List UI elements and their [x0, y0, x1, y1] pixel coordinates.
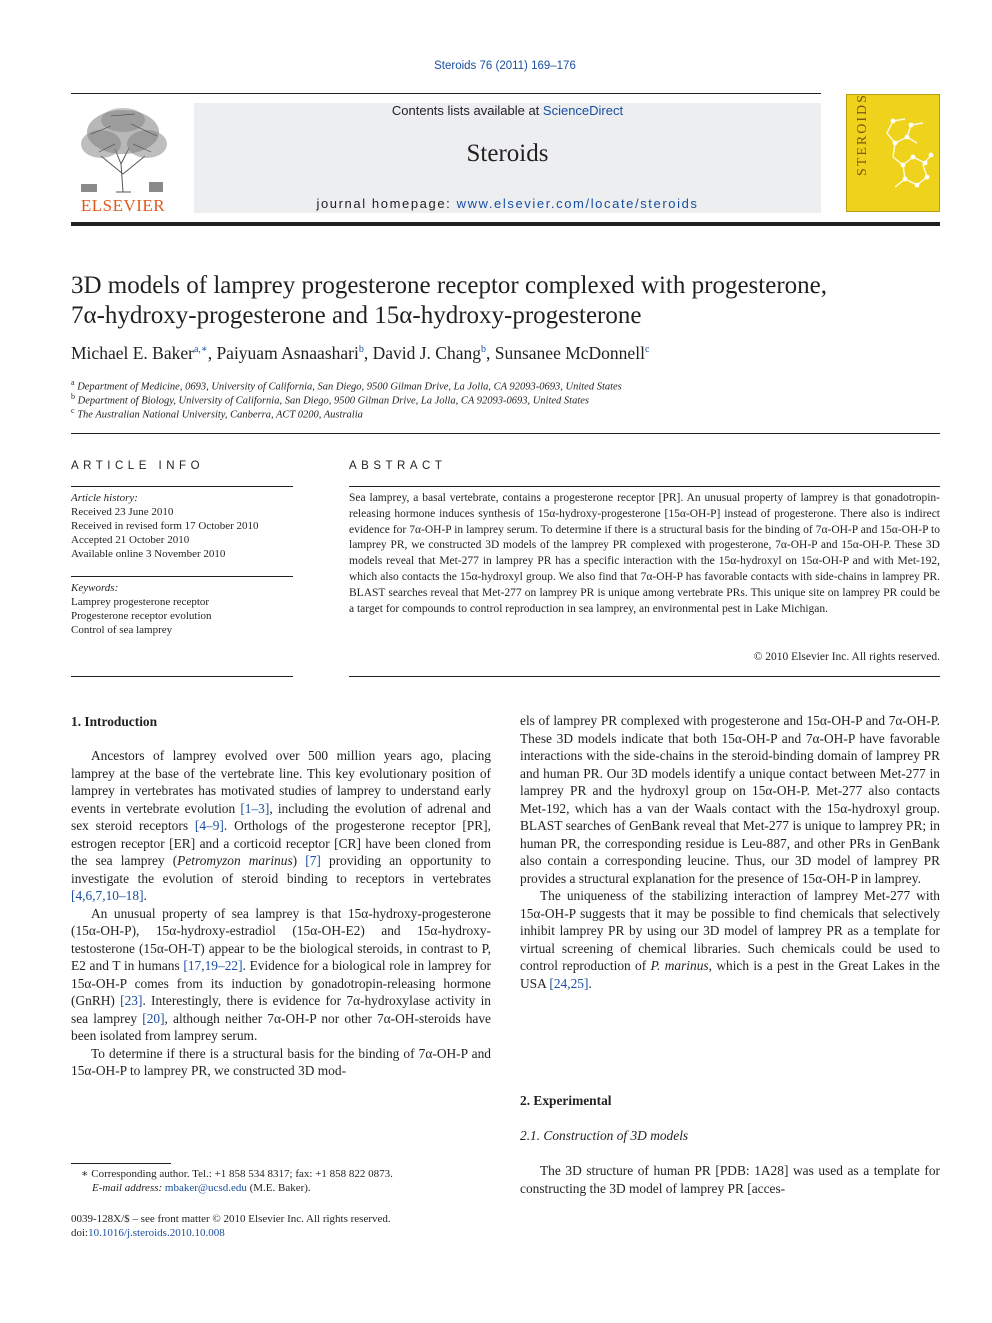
affiliation-text: The Australian National University, Canberra, ACT 0200, Australia	[77, 409, 363, 421]
article-title	[71, 271, 940, 331]
author-name: Paiyuam Asnaashari	[216, 343, 359, 363]
doi-note	[71, 1226, 491, 1240]
reference-link[interactable]: [24,25]	[549, 975, 589, 991]
abstract-rule	[349, 676, 940, 677]
body-text: )	[292, 853, 306, 868]
abstract-rule	[349, 486, 940, 487]
history-item: Accepted 21 October 2010	[71, 534, 190, 546]
article-info-rule	[71, 676, 293, 677]
history-label: Article history:	[71, 492, 138, 504]
intro-paragraph-4	[520, 887, 940, 992]
header-bottom-rule	[71, 222, 940, 226]
email-note	[92, 1181, 512, 1195]
email-label: E-mail address:	[92, 1182, 165, 1194]
author-list	[71, 343, 940, 364]
homepage-prefix: journal homepage:	[316, 196, 457, 211]
body-text: . Orthologs of the progesterone receptor [PR], estrogen receptor [ER] and a corticoid receptor [CR] have been cloned from the sea lamprey (	[71, 818, 491, 868]
history-item: Available online 3 November 2010	[71, 548, 226, 560]
intro-paragraph-1	[71, 747, 491, 905]
journal-homepage-line	[194, 196, 821, 211]
journal-name: Steroids	[466, 140, 549, 167]
author-affiliation-marker[interactable]: b	[481, 344, 486, 356]
experimental-body	[520, 1162, 940, 1197]
author-separator: ,	[363, 343, 373, 363]
abstract-heading: ABSTRACT	[349, 460, 447, 472]
intro-paragraph-3-continued	[520, 712, 940, 887]
email-suffix: (M.E. Baker).	[246, 1182, 311, 1194]
keyword-item: Progesterone receptor evolution	[71, 610, 212, 622]
history-item: Received in revised form 17 October 2010	[71, 520, 259, 532]
body-text: els of lamprey PR complexed with progesterone and 15α-OH-P and 7α-OH-P. These 3D models indicate that both 15α-OH-P and 7α-OH-P have favorable interactions with the side-chains in the steroid-binding domain of lamprey PR and human PR. Our 3D models identify a unique contact between Met-277 in lamprey PR and the hydroxyl group on 15α-OH-P. Met-277 also contacts Met-192, which has a van der Waals contact with the 15α-hydroxyl group. BLAST searches of GenBank reveal that Met-277 is unique to lamprey PR; in human PR, the corresponding residue is Leu-887, and other PRs in GenBank also contain a corresponding leucine. Thus, our 3D model of lamprey PR provides a structural explanation for the presence of 15α-OH-P in lamprey.	[520, 713, 940, 886]
contents-prefix: Contents lists available at	[391, 103, 543, 118]
body-text: , including the evolution of adrenal and sex steroid receptors	[71, 800, 491, 833]
body-text: .	[588, 975, 592, 991]
abstract-copyright: © 2010 Elsevier Inc. All rights reserved.	[753, 651, 940, 663]
intro-paragraph-3	[71, 1045, 491, 1080]
doi-link[interactable]: 10.1016/j.steroids.2010.10.008	[88, 1227, 225, 1239]
cover-title: STEROIDS	[855, 93, 870, 176]
email-link[interactable]: mbaker@ucsd.edu	[164, 1182, 247, 1194]
reference-link[interactable]: [17,19–22]	[183, 958, 243, 973]
body-text: The 3D structure of human PR [PDB: 1A28] was used as a template for constructing the 3D model of lamprey PR [acces-	[520, 1163, 940, 1196]
doi-label: doi:	[71, 1227, 89, 1239]
subsection-heading	[520, 1127, 688, 1145]
author-affiliation-marker[interactable]: a,∗	[193, 344, 208, 356]
keywords-label: Keywords:	[71, 582, 119, 594]
introduction-heading	[71, 713, 157, 731]
title-line-1: 3D models of lamprey progesterone receptor complexed with progesterone,	[71, 272, 827, 299]
section-heading: 1. Introduction	[71, 714, 158, 729]
body-text: To determine if there is a structural basis for the binding of 7α-OH-P and 15α-OH-P to lamprey PR, we constructed 3D mod-	[71, 1045, 491, 1078]
affiliation-marker: b	[71, 392, 75, 401]
elsevier-wordmark: ELSEVIER	[80, 196, 166, 215]
author-affiliation-marker[interactable]: b	[358, 344, 364, 356]
subsection-title: 2.1. Construction of 3D models	[520, 1128, 689, 1143]
affiliation-text: Department of Biology, University of California, San Diego, 9500 Gilman Drive, La Jolla, CA 92093-0693, United States	[77, 395, 589, 407]
contents-available-line	[194, 103, 821, 118]
homepage-link[interactable]: www.elsevier.com/locate/steroids	[456, 196, 699, 211]
body-text: , which is a pest in the Great Lakes in the USA	[520, 958, 940, 991]
body-text: , although neither 7α-OH-P nor other 7α-OH-steroids have been isolated from lamprey serum.	[71, 1010, 491, 1043]
left-column-body	[71, 747, 491, 1080]
experimental-heading	[520, 1092, 612, 1110]
italic-text: Petromyzon marinus	[177, 853, 293, 868]
article-history	[71, 491, 293, 561]
body-text: .	[143, 888, 147, 903]
affiliation-marker: c	[71, 406, 75, 415]
affiliation-marker: a	[71, 378, 75, 387]
body-text: The uniqueness of the stabilizing interaction of lamprey Met-277 with 15α-OH-P suggests that it may be possible to find chemicals that selectively inhibit lamprey PR by using our 3D model of lamprey PR as a template for virtual screening of chemical libraries. Such chemicals could be used to control reproduction of	[520, 888, 940, 973]
body-text: Ancestors of lamprey evolved over 500 million years ago, placing lamprey at the base of the vertebrate line. This key evolutionary position of lamprey in vertebrates has motivated studies of lamprey to understand early events in vertebrate evolution	[71, 748, 491, 816]
article-info-heading: ARTICLE INFO	[71, 460, 205, 472]
author-affiliation-marker[interactable]: c	[644, 344, 650, 356]
italic-text: P. marinus	[650, 958, 709, 973]
article-info-rule	[71, 486, 293, 487]
affiliation-c	[71, 404, 940, 423]
reference-link[interactable]: [4–9]	[194, 818, 224, 833]
abstract-text: Sea lamprey, a basal vertebrate, contains a progesterone receptor [PR]. An unusual property of lamprey is that gonadotropin-releasing hormone induces synthesis of 15α-hydroxy-progesterone [15α-OH-P] instead of progesterone. There also is indirect evidence for 7α-OH-P in lamprey serum. To determine if there is a structural basis for the binding of 7α-OH-P and 15α-OH-P to lamprey PR, we constructed 3D models of the lamprey PR complexed with progesterone, 7α-OH-P and 15α-OH-P. These 3D models reveal that Met-277 in lamprey PR has a specific interaction with the 15α-hydroxyl on 15α-OH-P and with Met-192, which also contacts the 15α-hydroxyl group. We also find that 7α-OH-P has favorable contacts with side-chains in lamprey PR. BLAST searches reveal that Met-277 on lamprey PR is unique among vertebrate PRs. This unique site on lamprey PR could be a target for compounds to control reproduction in sea lamprey, an environmental pest in Lake Michigan.	[349, 492, 940, 615]
reference-link[interactable]: [7]	[305, 853, 321, 868]
history-item: Received 23 June 2010	[71, 506, 174, 518]
reference-link[interactable]: [4,6,7,10–18]	[71, 888, 144, 903]
author-name: David J. Chang	[372, 343, 481, 363]
title-line-2: 7α-hydroxy-progesterone and 15α-hydroxy-progesterone	[71, 302, 642, 329]
keywords	[71, 581, 293, 637]
author-name: Michael E. Baker	[71, 343, 194, 363]
keyword-item: Control of sea lamprey	[71, 624, 173, 636]
reference-link[interactable]: [20]	[142, 1010, 165, 1026]
body-text: providing an opportunity to investigate the evolution of steroid binding to receptors in vertebrates	[71, 853, 491, 886]
body-text: An unusual property of sea lamprey is that 15α-hydroxy-progesterone (15α-OH-P), 15α-hydroxy-estradiol (15α-OH-E2) and 15α-hydroxy-testosterone (15α-OH-T) appear to be the biological steroids, in contrast to P, E2 and T in humans	[71, 905, 491, 973]
affiliation-text: Department of Medicine, 0693, University of California, San Diego, 9500 Gilman Drive, La Jolla, CA 92093-0693, United States	[77, 381, 622, 393]
reference-link[interactable]: [1–3]	[240, 800, 270, 816]
right-column-body	[520, 712, 940, 992]
journal-citation[interactable]: Steroids 76 (2011) 169–176	[434, 60, 576, 72]
body-text: . Evidence for a biological role in lamprey for 15α-OH-P comes from its induction by gonadotropin-releasing hormone (GnRH)	[71, 958, 492, 1008]
experimental-paragraph-1	[520, 1162, 940, 1197]
author-name: Sunsanee McDonnell	[494, 343, 645, 363]
body-text: . Interestingly, there is evidence for 7α-hydroxylase activity in sea lamprey	[71, 993, 491, 1026]
intro-paragraph-2	[71, 905, 491, 1045]
corresponding-author-note: ∗ Corresponding author. Tel.: +1 858 534 8317; fax: +1 858 822 0873.	[81, 1168, 393, 1180]
header-top-rule	[71, 93, 821, 94]
article-info-rule	[71, 576, 293, 577]
issn-note: 0039-128X/$ – see front matter © 2010 Elsevier Inc. All rights reserved.	[71, 1213, 391, 1225]
section-heading: 2. Experimental	[520, 1093, 612, 1108]
reference-link[interactable]: [23]	[120, 993, 143, 1008]
author-separator: ,	[486, 343, 495, 363]
sciencedirect-link[interactable]: ScienceDirect	[542, 103, 624, 118]
keyword-item: Lamprey progesterone receptor	[71, 596, 210, 608]
author-separator: ,	[207, 343, 217, 363]
affiliation-rule	[71, 433, 940, 434]
footnote-rule	[71, 1163, 171, 1164]
